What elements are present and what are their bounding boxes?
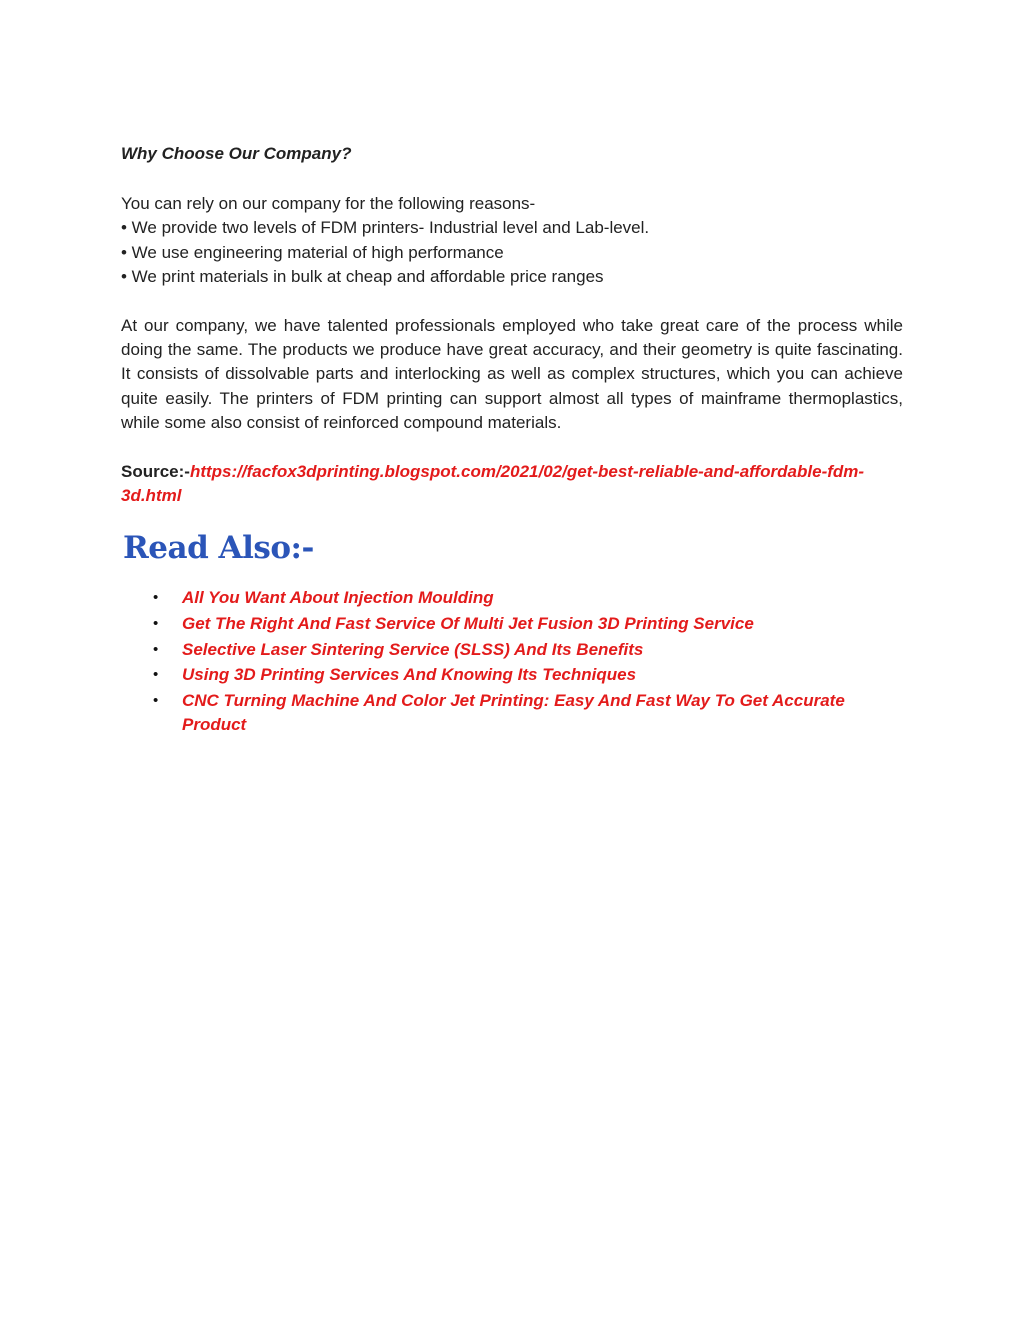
source-link[interactable]: https://facfox3dprinting.blogspot.com/2021/02/get-best-reliable-and-affordable-fdm-3d.html	[121, 461, 865, 506]
read-also-list	[121, 586, 903, 737]
list-item	[121, 586, 903, 610]
list-item	[121, 663, 903, 687]
article-link[interactable]: CNC Turning Machine And Color Jet Printing: Easy And Fast Way To Get Accurate Product	[182, 690, 845, 735]
reason-item: • We provide two levels of FDM printers- Industrial level and Lab-level.	[121, 218, 650, 238]
bullet-icon: •	[153, 691, 159, 709]
reason-item: • We use engineering material of high performance	[121, 242, 504, 262]
source-label: Source:-	[121, 461, 190, 481]
bullet-icon: •	[153, 666, 159, 684]
list-item	[121, 612, 903, 636]
reasons-list	[121, 216, 903, 289]
article-link[interactable]: Get The Right And Fast Service Of Multi Jet Fusion 3D Printing Service	[182, 614, 754, 634]
body-paragraph: At our company, we have talented professionals employed who take great care of the process while doing the same. The products we produce have great accuracy, and their geometry is quite fascinating. It consists of dissolvable parts and interlocking as well as complex structures, which you can achieve quite easily. The printers of FDM printing can support almost all types of mainframe thermoplastics, while some also consist of reinforced compound materials.	[121, 315, 903, 433]
bullet-icon: •	[153, 615, 159, 633]
document-page	[121, 142, 903, 739]
bullet-icon: •	[153, 589, 159, 607]
reason-item: • We print materials in bulk at cheap and affordable price ranges	[121, 267, 604, 287]
article-link[interactable]: Selective Laser Sintering Service (SLSS) And Its Benefits	[182, 639, 644, 659]
list-item	[121, 689, 903, 738]
intro-text: You can rely on our company for the following reasons-	[121, 194, 536, 213]
read-also-heading: Read Also:-	[123, 530, 314, 567]
source-line	[121, 460, 903, 509]
list-item	[121, 638, 903, 662]
section-heading: Why Choose Our Company?	[121, 144, 352, 163]
article-link[interactable]: All You Want About Injection Moulding	[182, 588, 494, 608]
article-link[interactable]: Using 3D Printing Services And Knowing Its Techniques	[182, 665, 637, 685]
bullet-icon: •	[153, 640, 159, 658]
